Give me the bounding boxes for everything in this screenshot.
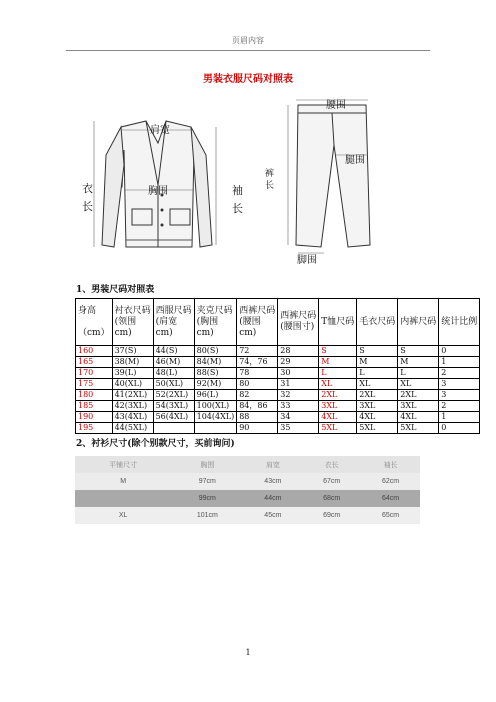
header-cell: 袖长 (361, 456, 420, 473)
tshirt-cell: 3XL (319, 401, 357, 412)
height-cell: 185 (76, 401, 113, 412)
table-cell: 3XL (398, 401, 439, 412)
table-cell: M (75, 473, 171, 490)
table-cell: 5XL (398, 423, 439, 434)
document-title: 男装衣服尺码对照表 (203, 74, 293, 85)
table-cell: 3 (439, 390, 480, 401)
table-cell: 40(XL) (112, 379, 153, 390)
header-suit: 西服尺码 (肩宽 cm) (153, 299, 194, 346)
table-header-row (76, 299, 480, 346)
table-cell: 34 (278, 412, 319, 423)
table-row (76, 401, 480, 412)
header-cell: 平铺尺寸 (75, 456, 171, 473)
table-cell: 97cm (171, 473, 243, 490)
table-cell: 84，86 (237, 401, 278, 412)
tshirt-cell: XL (319, 379, 357, 390)
label-jacket-length: 衣长 (82, 182, 93, 213)
table-cell: 92(M) (194, 379, 237, 390)
table-cell: L (357, 368, 398, 379)
table-cell: 1 (439, 357, 480, 368)
table-cell: 1 (439, 412, 480, 423)
table-cell: 29 (278, 357, 319, 368)
table-cell: 50(XL) (153, 379, 194, 390)
table-cell: M (357, 357, 398, 368)
table-cell: 67cm (302, 473, 361, 490)
table-row (75, 490, 420, 507)
table-cell: 69cm (302, 507, 361, 524)
header-cell: 胸围 (171, 456, 243, 473)
table-cell: 5XL (357, 423, 398, 434)
header-divider (66, 50, 430, 51)
table-cell: 35 (278, 423, 319, 434)
height-cell: 195 (76, 423, 113, 434)
section-heading-shirt-sizes: 2、衬衫尺寸(除个别款尺寸，买前询问) (76, 439, 235, 449)
table-cell: M (398, 357, 439, 368)
table-cell: XL (75, 507, 171, 524)
table-row (76, 390, 480, 401)
height-cell: 165 (76, 357, 113, 368)
table-row (75, 507, 420, 524)
table-cell: S (357, 346, 398, 357)
shirt-size-table (75, 456, 420, 524)
height-cell: 160 (76, 346, 113, 357)
table-cell: 64cm (361, 490, 420, 507)
table-cell: 39(L) (112, 368, 153, 379)
table-cell: 80(S) (194, 346, 237, 357)
table-cell: 99cm (171, 490, 243, 507)
table-cell: 68cm (302, 490, 361, 507)
table-cell: 56(4XL) (153, 412, 194, 423)
table-cell: 4XL (357, 412, 398, 423)
header-sweater: 毛衣尺码 (357, 299, 398, 346)
height-cell: 180 (76, 390, 113, 401)
label-thigh: 腿围 (345, 155, 365, 166)
table-row (76, 412, 480, 423)
tshirt-cell: M (319, 357, 357, 368)
table-cell: S (398, 346, 439, 357)
table-cell: 30 (278, 368, 319, 379)
table-cell: XL (398, 379, 439, 390)
header-cell: 衣长 (302, 456, 361, 473)
table-cell: 52(2XL) (153, 390, 194, 401)
label-chest: 胸围 (148, 186, 168, 197)
table-cell: 0 (439, 346, 480, 357)
height-cell: 170 (76, 368, 113, 379)
section-heading-size-chart: 1、男装尺码对照表 (76, 285, 155, 295)
table-row (76, 357, 480, 368)
table-row (76, 423, 480, 434)
table-cell: 44(S) (153, 346, 194, 357)
table-cell: 2 (439, 368, 480, 379)
tshirt-cell: L (319, 368, 357, 379)
table-cell: 31 (278, 379, 319, 390)
table-row (75, 473, 420, 490)
label-pants-length: 裤长 (265, 169, 275, 191)
tshirt-cell: S (319, 346, 357, 357)
table-cell: 43(4XL) (112, 412, 153, 423)
header-ratio: 统计比例 (439, 299, 480, 346)
height-cell: 190 (76, 412, 113, 423)
table-row (76, 346, 480, 357)
table-cell: 2 (439, 401, 480, 412)
table-cell: 46(M) (153, 357, 194, 368)
table-cell: 44(5XL) (112, 423, 153, 434)
mens-size-chart-table (75, 298, 480, 434)
header-jacket: 夹克尺码 (胸围 cm) (194, 299, 237, 346)
table-cell: 48(L) (153, 368, 194, 379)
page-header: 页眉内容 (232, 36, 264, 45)
table-cell: 84(M) (194, 357, 237, 368)
table-cell: 38(M) (112, 357, 153, 368)
table-cell: 104(4XL) (194, 412, 237, 423)
table-cell: 65cm (361, 507, 420, 524)
page-number: 1 (245, 648, 251, 657)
table-cell: 96(L) (194, 390, 237, 401)
label-sleeve-length: 袖长 (232, 184, 243, 215)
table-cell: 88(S) (194, 368, 237, 379)
header-shirt: 衬衣尺码 (领围 cm) (112, 299, 153, 346)
table-cell: 43cm (243, 473, 302, 490)
table-cell (194, 423, 237, 434)
header-underwear: 内裤尺码 (398, 299, 439, 346)
table-cell: 33 (278, 401, 319, 412)
height-cell: 175 (76, 379, 113, 390)
table-cell: 82 (237, 390, 278, 401)
table-cell: 62cm (361, 473, 420, 490)
table-cell: 4XL (398, 412, 439, 423)
table-cell: 42(3XL) (112, 401, 153, 412)
table-cell: 78 (237, 368, 278, 379)
table-cell: 37(S) (112, 346, 153, 357)
table-cell: 72 (237, 346, 278, 357)
table-cell: 28 (278, 346, 319, 357)
header-tshirt: T恤尺码 (319, 299, 357, 346)
header-trousers-cm: 西裤尺码 (腰围 cm) (237, 299, 278, 346)
table-cell: 100(XL) (194, 401, 237, 412)
table-cell (153, 423, 194, 434)
table-cell: 2XL (398, 390, 439, 401)
table-cell: 88 (237, 412, 278, 423)
label-waist: 腰围 (326, 100, 346, 111)
table-cell: 3XL (357, 401, 398, 412)
table-cell (75, 490, 171, 507)
table-cell: 80 (237, 379, 278, 390)
table-cell: 74，76 (237, 357, 278, 368)
table-cell: 3 (439, 379, 480, 390)
table-cell: 2XL (357, 390, 398, 401)
table-row (76, 379, 480, 390)
table-cell: 45cm (243, 507, 302, 524)
table-cell: 32 (278, 390, 319, 401)
header-trousers-inch: 西裤尺码 (腰围寸) (278, 299, 319, 346)
table-cell: 101cm (171, 507, 243, 524)
table-header-row (75, 456, 420, 473)
label-shoulder: 肩宽 (150, 125, 170, 136)
table-cell: L (398, 368, 439, 379)
table-cell: XL (357, 379, 398, 390)
table-row (76, 368, 480, 379)
tshirt-cell: 2XL (319, 390, 357, 401)
table-cell: 0 (439, 423, 480, 434)
header-height: 身高 （cm） (76, 299, 113, 346)
table-cell: 41(2XL) (112, 390, 153, 401)
table-cell: 90 (237, 423, 278, 434)
table-cell: 54(3XL) (153, 401, 194, 412)
pants-illustration (288, 100, 370, 253)
garment-measurement-diagram (66, 95, 396, 265)
label-hem: 脚围 (297, 255, 317, 266)
tshirt-cell: 5XL (319, 423, 357, 434)
header-cell: 肩宽 (243, 456, 302, 473)
tshirt-cell: 4XL (319, 412, 357, 423)
table-cell: 44cm (243, 490, 302, 507)
